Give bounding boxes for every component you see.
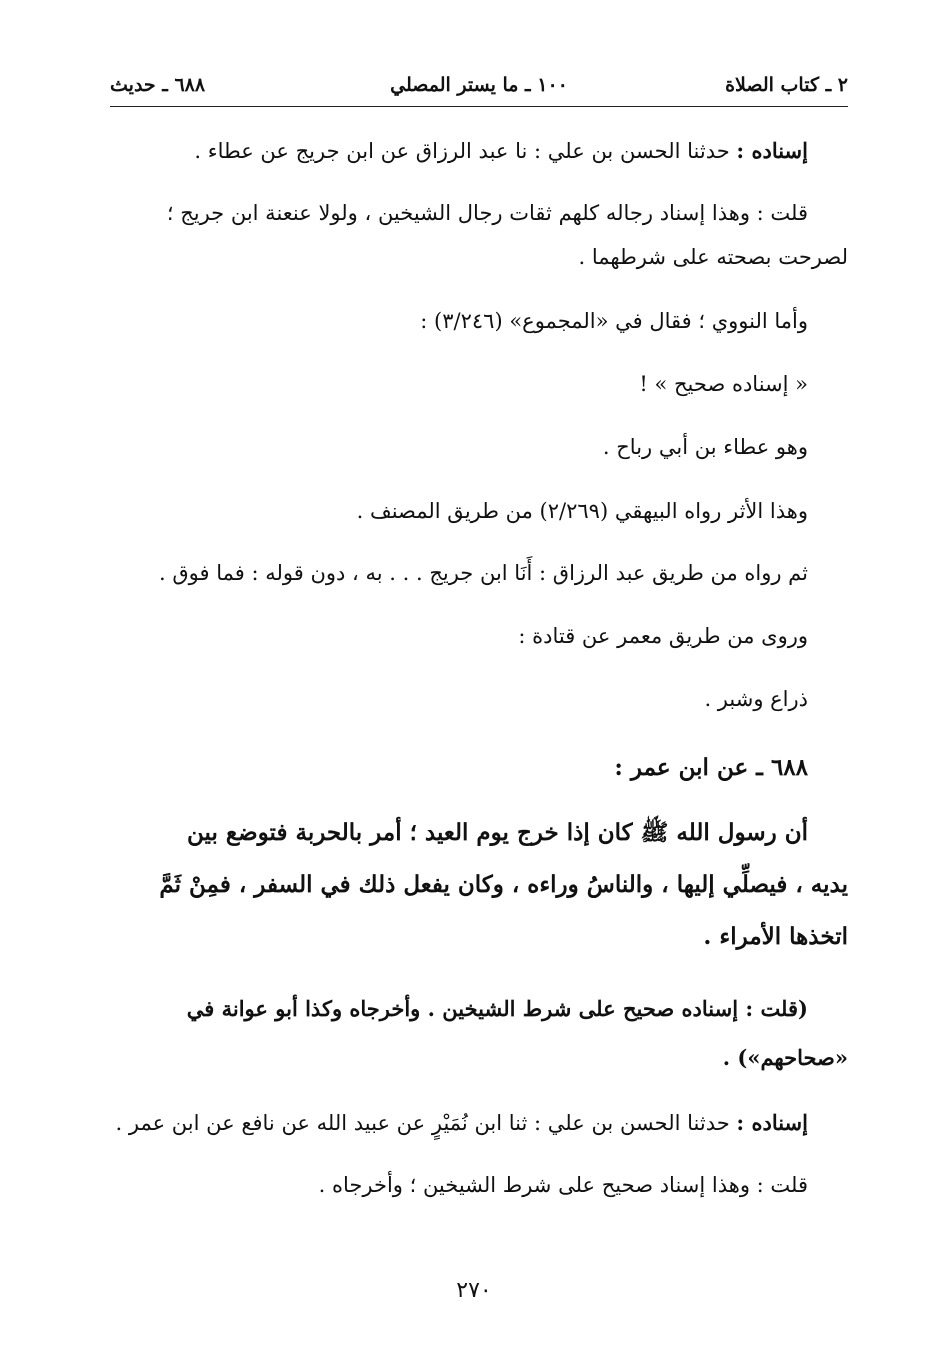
- header-hadith-number: ٦٨٨ ـ حديث: [110, 74, 206, 96]
- isnad-label: إسناده :: [736, 1110, 808, 1135]
- hadith-text-line: أن رسول الله ﷺ كان إذا خرج يوم العيد ؛ أمر بالحربة فتوضع بين: [187, 819, 808, 846]
- isnad-label: إسناده :: [736, 138, 808, 163]
- isnad-text: حدثنا الحسن بن علي : نا عبد الرزاق عن ابن جريج عن عطاء .: [194, 139, 737, 163]
- text-line: وهو عطاء بن أبي رباح .: [602, 435, 808, 459]
- quote-line: « إسناده صحيح » !: [639, 372, 808, 396]
- hadith-heading: ٦٨٨ ـ عن ابن عمر :: [614, 754, 808, 781]
- hadith-text-line: يديه ، فيصلِّي إليها ، والناسُ وراءه ، وكان يفعل ذلك في السفر ، فمِنْ ثَمَّ: [159, 871, 848, 898]
- comment-line: قلت : وهذا إسناد صحيح على شرط الشيخين ؛ وأخرجاه .: [318, 1173, 808, 1197]
- isnad-paragraph-1: [110, 136, 808, 166]
- header-chapter: ٢ ـ كتاب الصلاة: [725, 74, 848, 96]
- text-line: وهذا الأثر رواه البيهقي (٢/٢٦٩) من طريق المصنف .: [356, 499, 808, 523]
- page-number: ٢٧٠: [456, 1278, 492, 1303]
- grading-note-line: (قلت : إسناده صحيح على شرط الشيخين . وأخرجاه وكذا أبو عوانة في: [186, 996, 808, 1021]
- isnad-text: حدثنا الحسن بن علي : ثنا ابن نُمَيْرٍ عن عبيد الله عن نافع عن ابن عمر .: [115, 1111, 737, 1135]
- grading-note-line: «صحاحهم») .: [722, 1045, 848, 1070]
- text-line: وروى من طريق معمر عن قتادة :: [518, 624, 808, 648]
- header-section: ١٠٠ ـ ما يستر المصلي: [390, 74, 568, 96]
- running-header: [110, 66, 848, 107]
- comment-line: قلت : وهذا إسناد رجاله كلهم ثقات رجال الشيخين ، ولولا عنعنة ابن جريج ؛: [166, 201, 808, 225]
- comment-line: لصرحت بصحته على شرطهما .: [578, 245, 848, 269]
- nawawi-line: وأما النووي ؛ فقال في «المجموع» (٣/٢٤٦) :: [420, 309, 808, 333]
- isnad-paragraph-2: [110, 1108, 808, 1138]
- hadith-text-line: اتخذها الأمراء .: [703, 923, 848, 950]
- text-line: ثم رواه من طريق عبد الرزاق : أَنَا ابن جريج . . . به ، دون قوله : فما فوق .: [159, 561, 808, 585]
- text-line: ذراع وشبر .: [704, 687, 808, 711]
